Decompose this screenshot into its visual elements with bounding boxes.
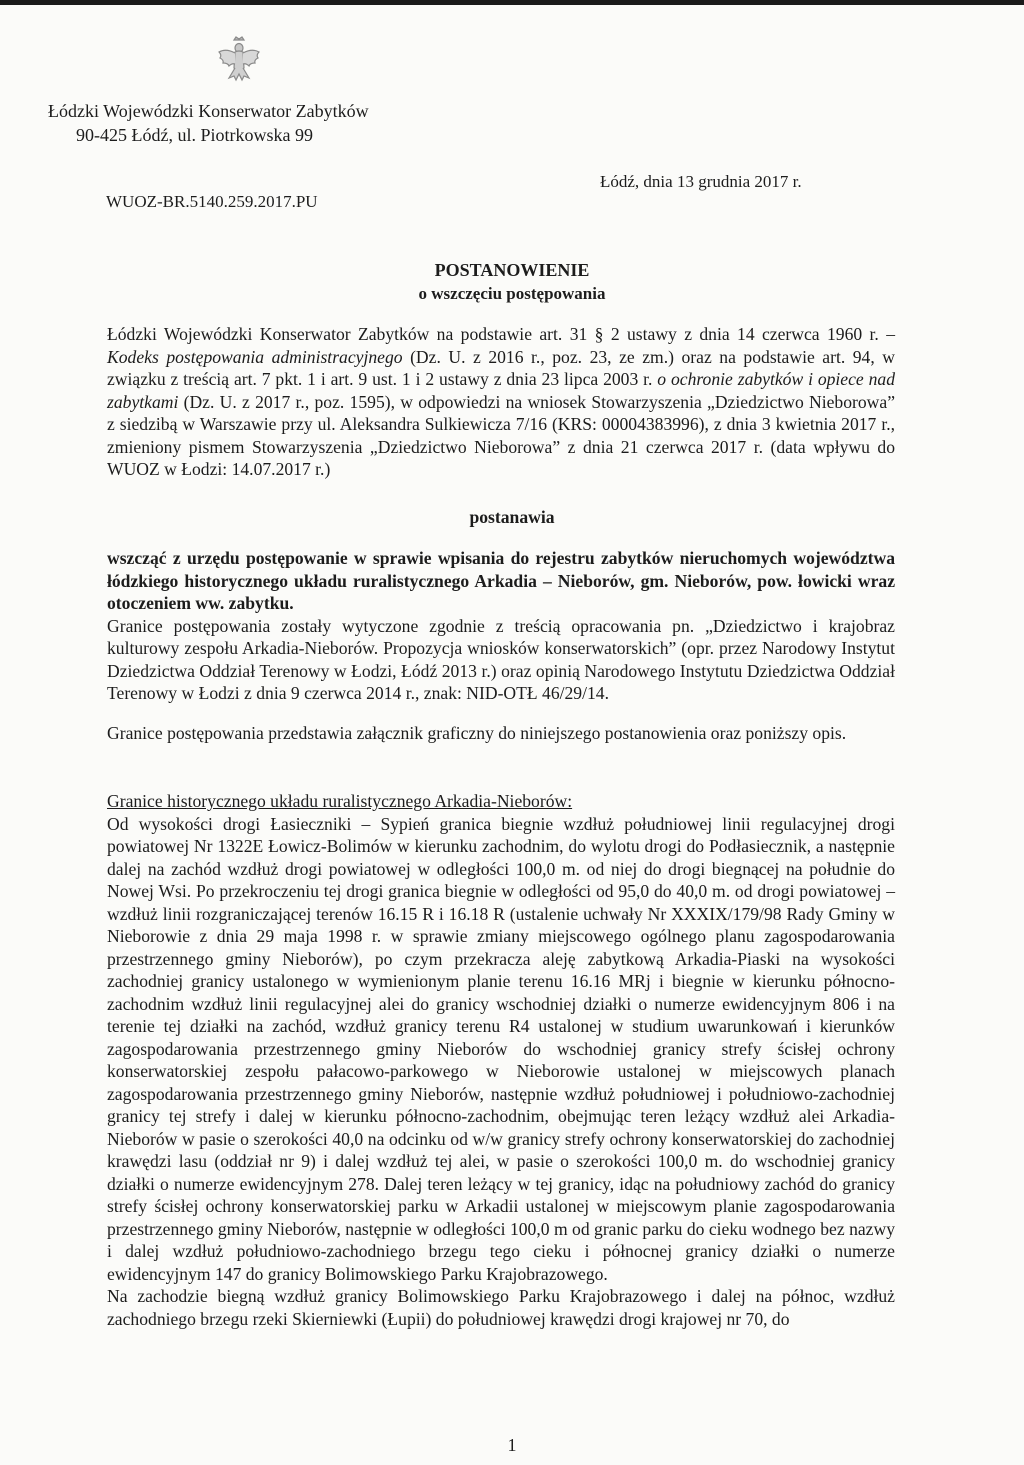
document-subtitle: o wszczęciu postępowania	[418, 284, 606, 303]
decision-bold: wszcząć z urzędu postępowanie w sprawie wpisania do rejestru zabytków nieruchomych województwa łódzkiego historycznego układu ruralistycznego Arkadia – Nieborów, gm. Nieborów, pow. łowicki wraz otoczeniem ww. zabytku.	[107, 548, 895, 613]
graphic-note-text: Granice postępowania przedstawia załącznik graficzny do niniejszego postanowienia oraz poniższy opis.	[107, 723, 847, 743]
document-title: POSTANOWIENIE	[434, 260, 590, 280]
intro-paragraph	[107, 323, 895, 481]
intro-text-2: (Dz. U. z 2016 r., poz. 23, ze zm.) oraz na podstawie art. 94, w związku z treścią art. 7 pkt. 1 i art. 9 ust. 1 i 2 ustawy z dnia 23 lipca 2003 r.	[107, 346, 895, 389]
decision-paragraph	[107, 547, 895, 705]
decision-rest: Granice postępowania zostały wytyczone zgodnie z treścią opracowania pn. „Dziedzictwo i krajobraz kulturowy zespołu Arkadia-Nieborów. Propozycja wniosków konserwatorskich” (opr. przez Narodowy Instytut Dziedzictwa Oddział Terenowy w Łodzi, Łódź 2013 r.) oraz opinią Narodowego Instytutu Dziedzictwa Oddział Terenowy w Łodzi z dnia 9 czerwca 2014 r., znak: NID-OTŁ 46/29/14.	[107, 615, 895, 703]
boundaries-section	[107, 790, 895, 1330]
boundaries-heading: Granice historycznego układu ruralistycznego Arkadia-Nieborów:	[107, 791, 573, 811]
office-address: 90-425 Łódź, ul. Piotrkowska 99	[76, 125, 313, 145]
eagle-emblem-icon	[214, 34, 264, 84]
scan-top-edge	[0, 0, 1024, 5]
kpa-title: Kodeks postępowania administracyjnego	[107, 346, 403, 367]
boundaries-paragraph-2: Na zachodzie biegną wzdłuż granicy Bolimowskiego Parku Krajobrazowego i dalej na północ, wzdłuż zachodniego brzegu rzeki Skierniewki (Łupii) do południowej krawędzi drogi krajowej nr 70, do	[107, 1286, 895, 1329]
place-and-date: Łódź, dnia 13 grudnia 2017 r.	[600, 172, 802, 191]
act-title: o ochronie zabytków i opiece nad zabytkami	[107, 369, 895, 412]
intro-text-3: (Dz. U. z 2017 r., poz. 1595), w odpowiedzi na wniosek Stowarzyszenia „Dziedzictwo Nieborowa” z siedzibą w Warszawie przy ul. Aleksandra Sulkiewicza 7/16 (KRS: 00004383996), z dnia 3 kwietnia 2017 r., zmieniony pismem Stowarzyszenia „Dziedzictwo Nieborowa” z dnia 21 czerwca 2017 r. (data wpływu do WUOZ w Łodzi: 14.07.2017 r.)	[107, 391, 895, 479]
graphic-note	[107, 722, 895, 745]
boundaries-paragraph-1: Od wysokości drogi Łasieczniki – Sypień granica biegnie wzdłuż południowej linii regulacyjnej drogi powiatowej Nr 1322E Łowicz-Bolimów w kierunku zachodnim, do wylotu drogi do Podłasiecznik, a następnie dalej na zachód wzdłuż drogi powiatowej w odległości 100,0 m. od niej do drogi biegnącej na południe do Nowej Wsi. Po przekroczeniu tej drogi granica biegnie w odległości od 95,0 do 40,0 m. od drogi powiatowej – wzdłuż linii rozgraniczającej terenów 16.15 R i 16.18 R (ustalenie uchwały Nr XXXIX/179/98 Rady Gminy w Nieborowie z dnia 29 maja 1998 r. w sprawie zmiany miejscowego ogólnego planu zagospodarowania przestrzennego gminy Nieborów), po czym przekracza aleję zabytkową Arkadia-Piaski na wysokości zachodniej granicy ustalonego w wymienionym planie terenu 16.16 MRj i biegnie w kierunku północno-zachodnim wzdłuż linii regulacyjnej alei do granicy wschodniej działki o numerze ewidencyjnym 806 i na terenie tej działki na zachód, wzdłuż granicy terenu R4 ustalonej w studium uwarunkowań i kierunków zagospodarowania przestrzennego gminy Nieborów do wschodniej granicy strefy ścisłej ochrony konserwatorskiej zespołu pałacowo-parkowego w Nieborowie ustalonej w miejscowych planach zagospodarowania przestrzennego gminy Nieborów, następnie wzdłuż południowej i południowo-zachodniej granicy tej strefy i dalej w kierunku północno-zachodnim, obejmując teren leżący wzdłuż alei Arkadia-Nieborów w pasie o szerokości 40,0 na odcinku od w/w granicy strefy ochrony konserwatorskiej do zachodniej krawędzi lasu (oddział nr 9) i dalej wzdłuż tej alei, w pasie o szerokości 100,0 m. do wschodniej granicy działki o numerze ewidencyjnym 278. Dalej teren leżący w tej granicy, idąc na południowy zachód do granicy strefy ścisłej ochrony konserwatorskiej parku w Arkadii ustalonej w miejscowym planie zagospodarowania przestrzennego gminy Nieborów, następnie w odległości 100,0 m od granic parku do cieku wodnego bez nazwy i dalej wzdłuż południowo-zachodniego brzegu tego cieku i północnej granicy działki o numerze ewidencyjnym 147 do granicy Bolimowskiego Parku Krajobrazowego.	[107, 813, 895, 1284]
case-number: WUOZ-BR.5140.259.2017.PU	[106, 192, 318, 211]
intro-text-1: Łódzki Wojewódzki Konserwator Zabytków na podstawie art. 31 § 2 ustawy z dnia 14 czerwca 1960 r. –	[107, 324, 895, 344]
office-name: Łódzki Wojewódzki Konserwator Zabytków	[48, 101, 369, 121]
page-number: 1	[507, 1435, 517, 1455]
decision-heading: postanawia	[469, 507, 555, 527]
